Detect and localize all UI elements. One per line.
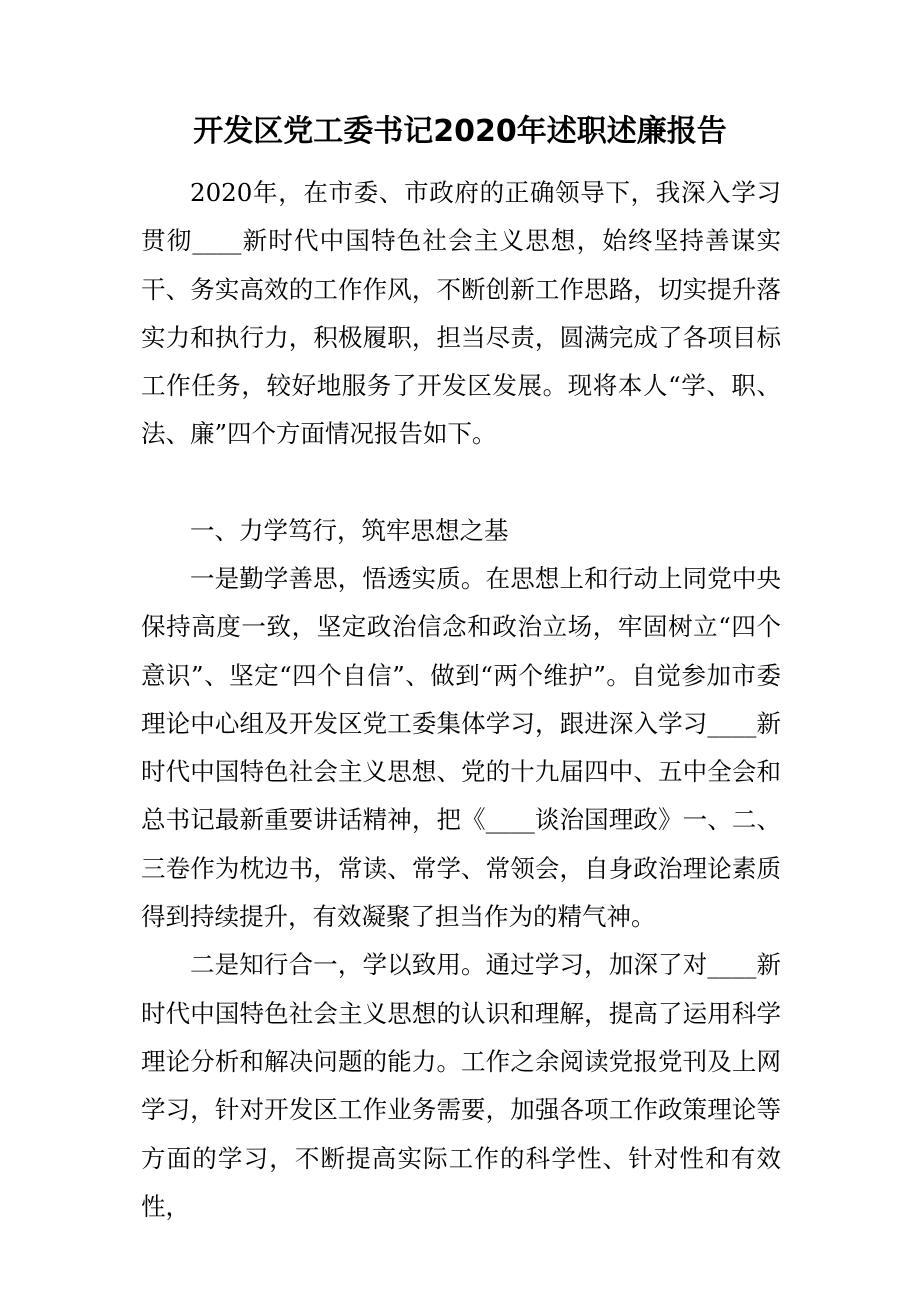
intro-paragraph: 2020年，在市委、市政府的正确领导下，我深入学习贯彻____新时代中国特色社会主义思想，始终坚持善谋实干、务实高效的工作作风，不断创新工作思路，切实提升落实力和执行力，积极履职，担当尽责，圆满完成了各项目标工作任务，较好地服务了开发区发展。现将本人“学、职、法、廉”四个方面情况报告如下。 [141,178,781,449]
section-body [141,555,781,1231]
section-paragraph-1: 一是勤学善思，悟透实质。在思想上和行动上同党中央保持高度一致，坚定政治信念和政治立场，牢固树立“四个意识”、坚定“四个自信”、做到“两个维护”。自觉参加市委理论中心组及开发区党工委集体学习，跟进深入学习____新时代中国特色社会主义思想、党的十九届四中、五中全会和总书记最新重要讲话精神，把《____谈治国理政》一、二、三卷作为枕边书，常读、常学、常领会，自身政治理论素质得到持续提升，有效凝聚了担当作为的精气神。 [141,564,781,932]
intro-block [141,169,781,459]
document-title: 开发区党工委书记2020年述职述廉报告 [193,114,727,149]
section-paragraph-2: 二是知行合一，学以致用。通过学习，加深了对____新时代中国特色社会主义思想的认识和理解，提高了运用科学理论分析和解决问题的能力。工作之余阅读党报党刊及上网学习，针对开发区工作业务需要，加强各项工作政策理论等方面的学习，不断提高实际工作的科学性、针对性和有效性， [141,950,781,1221]
section-heading: 一、力学笃行，筑牢思想之基 [190,516,509,545]
